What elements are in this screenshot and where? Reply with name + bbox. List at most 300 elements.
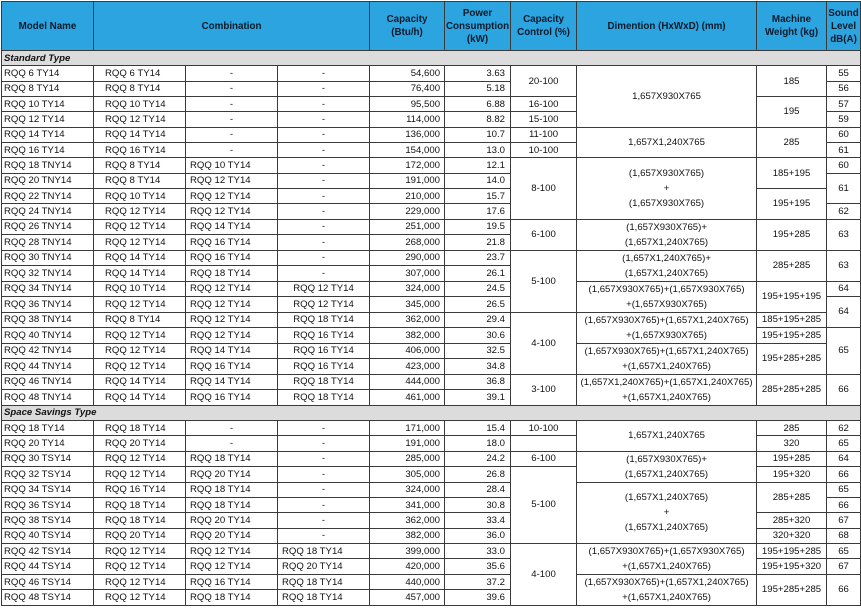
power-cell: 18.0 — [445, 436, 511, 451]
combo-2-cell: RQQ 14 TY14 — [186, 343, 278, 359]
combo-1-cell: RQQ 10 TY14 — [94, 281, 186, 296]
combo-1-cell: RQQ 18 TY14 — [94, 513, 186, 528]
power-cell: 19.5 — [445, 219, 511, 235]
combo-1-cell: RQQ 14 TY14 — [94, 266, 186, 282]
combo-2-cell: RQQ 12 TY14 — [186, 173, 278, 188]
sound-cell: 61 — [827, 173, 861, 204]
combo-2-cell: RQQ 12 TY14 — [186, 543, 278, 559]
power-cell: 15.4 — [445, 420, 511, 435]
combo-1-cell: RQQ 12 TY14 — [94, 466, 186, 482]
combo-1-cell: RQQ 14 TY14 — [94, 390, 186, 406]
combo-3-cell: RQQ 18 TY14 — [278, 590, 370, 606]
combo-1-cell: RQQ 10 TY14 — [94, 188, 186, 203]
power-cell: 32.5 — [445, 343, 511, 359]
spec-table-container — [1, 1, 860, 611]
capacity-cell: 171,000 — [370, 420, 445, 435]
combo-3-cell: - — [278, 497, 370, 512]
power-cell: 10.7 — [445, 127, 511, 142]
model-cell: RQQ 46 TNY14 — [2, 374, 94, 390]
combo-3-cell: RQQ 16 TY14 — [278, 343, 370, 359]
model-cell: RQQ 36 TSY14 — [2, 497, 94, 512]
section-title-space-savings: Space Savings Type — [2, 405, 861, 420]
sound-cell: 65 — [827, 436, 861, 451]
combo-3-cell: - — [278, 482, 370, 497]
dimension-line: +(1,657X930X765) — [626, 329, 707, 341]
combo-3-cell: RQQ 12 TY14 — [278, 281, 370, 296]
dimension-line: (1,657X930X765)+(1,657X1,240X765) — [584, 576, 749, 588]
capacity-cell: 399,000 — [370, 543, 445, 559]
dimension-cell — [577, 281, 757, 312]
combo-1-cell: RQQ 12 TY14 — [94, 451, 186, 466]
weight-cell: 195+320 — [757, 466, 827, 482]
dimension-line: +(1,657X1,240X765) — [622, 560, 711, 572]
dimension-line: + — [663, 182, 670, 194]
sound-cell: 63 — [827, 250, 861, 281]
model-cell: RQQ 30 TNY14 — [2, 250, 94, 266]
weight-cell: 320 — [757, 436, 827, 451]
sound-cell: 68 — [827, 528, 861, 543]
capacity-cell: 406,000 — [370, 343, 445, 359]
table-row — [2, 343, 861, 359]
dimension-line: (1,657X1,240X765) — [624, 522, 709, 534]
combo-1-cell: RQQ 12 TY14 — [94, 574, 186, 590]
model-cell: RQQ 22 TNY14 — [2, 188, 94, 203]
combo-1-cell: RQQ 12 TY14 — [94, 543, 186, 559]
combo-3-cell: - — [278, 250, 370, 266]
capacity-cell: 307,000 — [370, 266, 445, 282]
sound-cell: 55 — [827, 66, 861, 81]
dimension-line: (1,657X930X765)+(1,657X1,240X765) — [584, 314, 749, 326]
power-cell: 24.5 — [445, 281, 511, 296]
combo-3-cell: - — [278, 466, 370, 482]
capacity-cell: 154,000 — [370, 142, 445, 157]
sound-cell: 64 — [827, 281, 861, 296]
dimension-cell: 1,657X930X765 — [577, 66, 757, 127]
sound-cell: 56 — [827, 81, 861, 96]
combo-3-cell: RQQ 18 TY14 — [278, 574, 370, 590]
capacity-cell: 382,000 — [370, 327, 445, 343]
capacity-cell: 457,000 — [370, 590, 445, 606]
combo-2-cell: RQQ 18 TY14 — [186, 590, 278, 606]
capacity-cell: 440,000 — [370, 574, 445, 590]
power-cell: 33.0 — [445, 543, 511, 559]
power-cell: 35.6 — [445, 559, 511, 575]
weight-cell: 285 — [757, 420, 827, 435]
weight-cell: 320+320 — [757, 528, 827, 543]
spec-table — [1, 1, 861, 606]
capacity-cell: 420,000 — [370, 559, 445, 575]
model-cell: RQQ 48 TNY14 — [2, 390, 94, 406]
header-combination: Combination — [94, 2, 370, 51]
control-cell: 5-100 — [511, 466, 577, 543]
combo-1-cell: RQQ 8 TY14 — [94, 173, 186, 188]
combo-3-cell: - — [278, 112, 370, 127]
table-row — [2, 451, 861, 466]
header-capacity: Capacity (Btu/h) — [370, 2, 445, 51]
dimension-line: (1,657X1,240X765)+ — [622, 252, 711, 264]
combo-2-cell: RQQ 18 TY14 — [186, 451, 278, 466]
power-cell: 15.7 — [445, 188, 511, 203]
table-row — [2, 219, 861, 235]
dimension-line: (1,657X930X765)+ — [626, 221, 707, 233]
sound-cell: 66 — [827, 574, 861, 605]
section-row — [2, 405, 861, 420]
power-cell: 36.8 — [445, 374, 511, 390]
power-cell: 12.1 — [445, 158, 511, 173]
table-row — [2, 250, 861, 266]
model-cell: RQQ 38 TSY14 — [2, 513, 94, 528]
dimension-cell — [577, 374, 757, 405]
dimension-line: + — [663, 507, 670, 519]
table-row — [2, 66, 861, 81]
combo-3-cell: - — [278, 266, 370, 282]
power-cell: 29.4 — [445, 312, 511, 327]
power-cell: 5.18 — [445, 81, 511, 96]
combo-1-cell: RQQ 18 TY14 — [94, 497, 186, 512]
dimension-line: +(1,657X1,240X765) — [622, 360, 711, 372]
combo-3-cell: - — [278, 173, 370, 188]
combo-3-cell: RQQ 18 TY14 — [278, 374, 370, 390]
model-cell: RQQ 36 TNY14 — [2, 296, 94, 312]
combo-1-cell: RQQ 16 TY14 — [94, 142, 186, 157]
power-cell: 13.0 — [445, 142, 511, 157]
combo-1-cell: RQQ 12 TY14 — [94, 204, 186, 219]
weight-cell: 285+285 — [757, 250, 827, 281]
combo-1-cell: RQQ 10 TY14 — [94, 96, 186, 111]
capacity-cell: 229,000 — [370, 204, 445, 219]
combo-3-cell: - — [278, 96, 370, 111]
combo-2-cell: RQQ 20 TY14 — [186, 528, 278, 543]
control-cell: 4-100 — [511, 312, 577, 374]
power-cell: 6.88 — [445, 96, 511, 111]
capacity-cell: 341,000 — [370, 497, 445, 512]
sound-cell: 65 — [827, 482, 861, 497]
power-cell: 39.6 — [445, 590, 511, 606]
combo-2-cell: - — [186, 420, 278, 435]
combo-1-cell: RQQ 8 TY14 — [94, 158, 186, 173]
capacity-cell: 305,000 — [370, 466, 445, 482]
control-cell: 10-100 — [511, 420, 577, 435]
combo-3-cell: - — [278, 127, 370, 142]
sound-cell: 66 — [827, 497, 861, 512]
combo-2-cell: RQQ 16 TY14 — [186, 250, 278, 266]
power-cell: 21.8 — [445, 235, 511, 251]
combo-2-cell: RQQ 14 TY14 — [186, 374, 278, 390]
combo-3-cell: RQQ 16 TY14 — [278, 327, 370, 343]
model-cell: RQQ 8 TY14 — [2, 81, 94, 96]
model-cell: RQQ 40 TNY14 — [2, 327, 94, 343]
model-cell: RQQ 44 TNY14 — [2, 359, 94, 375]
combo-3-cell: - — [278, 66, 370, 81]
dimension-cell: 1,657X1,240X765 — [577, 420, 757, 451]
combo-1-cell: RQQ 12 TY14 — [94, 296, 186, 312]
model-cell: RQQ 18 TNY14 — [2, 158, 94, 173]
sound-cell: 57 — [827, 96, 861, 111]
control-cell — [511, 436, 577, 451]
weight-cell: 185+195 — [757, 158, 827, 189]
table-row — [2, 281, 861, 296]
weight-cell: 195+195 — [757, 188, 827, 219]
combo-2-cell: - — [186, 66, 278, 81]
capacity-cell: 324,000 — [370, 482, 445, 497]
combo-2-cell: - — [186, 127, 278, 142]
dimension-cell — [577, 451, 757, 482]
weight-cell: 285+285 — [757, 482, 827, 513]
combo-2-cell: RQQ 16 TY14 — [186, 359, 278, 375]
power-cell: 24.2 — [445, 451, 511, 466]
combo-2-cell: RQQ 10 TY14 — [186, 158, 278, 173]
dimension-line: (1,657X930X765)+(1,657X930X765) — [588, 283, 745, 295]
combo-1-cell: RQQ 14 TY14 — [94, 250, 186, 266]
combo-1-cell: RQQ 12 TY14 — [94, 590, 186, 606]
combo-3-cell: RQQ 20 TY14 — [278, 559, 370, 575]
power-cell: 3.63 — [445, 66, 511, 81]
weight-cell: 195 — [757, 96, 827, 127]
sound-cell: 67 — [827, 559, 861, 575]
table-row — [2, 482, 861, 497]
header-control: Capacity Control (%) — [511, 2, 577, 51]
capacity-cell: 172,000 — [370, 158, 445, 173]
sound-cell: 64 — [827, 296, 861, 327]
header-sound: Sound Level dB(A) — [827, 2, 861, 51]
capacity-cell: 191,000 — [370, 436, 445, 451]
combo-3-cell: - — [278, 188, 370, 203]
dimension-cell — [577, 482, 757, 543]
table-row — [2, 127, 861, 142]
header-dimension: Dimention (HxWxD) (mm) — [577, 2, 757, 51]
combo-1-cell: RQQ 12 TY14 — [94, 219, 186, 235]
model-cell: RQQ 38 TNY14 — [2, 312, 94, 327]
dimension-line: (1,657X1,240X765) — [624, 267, 709, 279]
control-cell: 20-100 — [511, 66, 577, 97]
model-cell: RQQ 30 TSY14 — [2, 451, 94, 466]
control-cell: 8-100 — [511, 158, 577, 219]
capacity-cell: 95,500 — [370, 96, 445, 111]
power-cell: 26.1 — [445, 266, 511, 282]
combo-2-cell: RQQ 12 TY14 — [186, 188, 278, 203]
dimension-line: (1,657X930X765)+(1,657X930X765) — [588, 545, 745, 557]
weight-cell: 195+195+285 — [757, 543, 827, 559]
model-cell: RQQ 20 TY14 — [2, 436, 94, 451]
dimension-line: +(1,657X930X765) — [626, 298, 707, 310]
power-cell: 26.5 — [445, 296, 511, 312]
weight-cell: 185+195+285 — [757, 312, 827, 327]
model-cell: RQQ 44 TSY14 — [2, 559, 94, 575]
model-cell: RQQ 34 TNY14 — [2, 281, 94, 296]
capacity-cell: 210,000 — [370, 188, 445, 203]
combo-1-cell: RQQ 12 TY14 — [94, 235, 186, 251]
combo-1-cell: RQQ 8 TY14 — [94, 312, 186, 327]
capacity-cell: 136,000 — [370, 127, 445, 142]
sound-cell: 59 — [827, 112, 861, 127]
capacity-cell: 191,000 — [370, 173, 445, 188]
capacity-cell: 362,000 — [370, 513, 445, 528]
combo-1-cell: RQQ 12 TY14 — [94, 343, 186, 359]
combo-1-cell: RQQ 18 TY14 — [94, 420, 186, 435]
control-cell: 4-100 — [511, 543, 577, 605]
combo-3-cell: - — [278, 158, 370, 173]
weight-cell: 285+285+285 — [757, 374, 827, 405]
sound-cell: 60 — [827, 158, 861, 173]
weight-cell: 285 — [757, 127, 827, 158]
dimension-line: (1,657X930X765)+ — [626, 453, 707, 465]
power-cell: 30.8 — [445, 497, 511, 512]
combo-3-cell: - — [278, 451, 370, 466]
header-power: Power Consumption (kW) — [445, 2, 511, 51]
dimension-line: (1,657X1,240X765) — [624, 492, 709, 504]
sound-cell: 63 — [827, 219, 861, 250]
dimension-cell — [577, 312, 757, 343]
combo-1-cell: RQQ 6 TY14 — [94, 66, 186, 81]
dimension-line: +(1,657X1,240X765) — [622, 591, 711, 603]
sound-cell: 67 — [827, 513, 861, 528]
table-row — [2, 574, 861, 590]
capacity-cell: 345,000 — [370, 296, 445, 312]
combo-1-cell: RQQ 12 TY14 — [94, 112, 186, 127]
control-cell: 6-100 — [511, 451, 577, 466]
dimension-cell — [577, 543, 757, 574]
power-cell: 8.82 — [445, 112, 511, 127]
model-cell: RQQ 42 TSY14 — [2, 543, 94, 559]
model-cell: RQQ 12 TY14 — [2, 112, 94, 127]
combo-1-cell: RQQ 12 TY14 — [94, 559, 186, 575]
control-cell: 5-100 — [511, 250, 577, 312]
sound-cell: 66 — [827, 466, 861, 482]
header-row — [2, 2, 861, 51]
section-title-standard: Standard Type — [2, 51, 861, 66]
dimension-cell — [577, 219, 757, 250]
model-cell: RQQ 48 TSY14 — [2, 590, 94, 606]
sound-cell: 62 — [827, 204, 861, 219]
capacity-cell: 76,400 — [370, 81, 445, 96]
weight-cell: 195+195+320 — [757, 559, 827, 575]
dimension-cell — [577, 250, 757, 281]
sound-cell: 65 — [827, 327, 861, 374]
power-cell: 37.2 — [445, 574, 511, 590]
combo-2-cell: RQQ 16 TY14 — [186, 390, 278, 406]
table-row — [2, 543, 861, 559]
model-cell: RQQ 28 TNY14 — [2, 235, 94, 251]
combo-3-cell: RQQ 18 TY14 — [278, 543, 370, 559]
combo-2-cell: - — [186, 112, 278, 127]
capacity-cell: 382,000 — [370, 528, 445, 543]
model-cell: RQQ 16 TY14 — [2, 142, 94, 157]
model-cell: RQQ 32 TSY14 — [2, 466, 94, 482]
weight-cell: 195+285+285 — [757, 574, 827, 605]
capacity-cell: 54,600 — [370, 66, 445, 81]
power-cell: 14.0 — [445, 173, 511, 188]
control-cell: 11-100 — [511, 127, 577, 142]
power-cell: 39.1 — [445, 390, 511, 406]
table-row — [2, 420, 861, 435]
combo-2-cell: RQQ 12 TY14 — [186, 559, 278, 575]
weight-cell: 195+285 — [757, 451, 827, 466]
combo-1-cell: RQQ 8 TY14 — [94, 81, 186, 96]
combo-3-cell: RQQ 18 TY14 — [278, 312, 370, 327]
combo-1-cell: RQQ 14 TY14 — [94, 127, 186, 142]
combo-2-cell: RQQ 12 TY14 — [186, 312, 278, 327]
combo-2-cell: - — [186, 96, 278, 111]
combo-2-cell: RQQ 16 TY14 — [186, 235, 278, 251]
combo-3-cell: RQQ 16 TY14 — [278, 359, 370, 375]
combo-3-cell: - — [278, 528, 370, 543]
power-cell: 30.6 — [445, 327, 511, 343]
combo-2-cell: RQQ 14 TY14 — [186, 219, 278, 235]
model-cell: RQQ 42 TNY14 — [2, 343, 94, 359]
combo-3-cell: RQQ 12 TY14 — [278, 296, 370, 312]
combo-3-cell: - — [278, 436, 370, 451]
header-model: Model Name — [2, 2, 94, 51]
model-cell: RQQ 10 TY14 — [2, 96, 94, 111]
combo-2-cell: RQQ 12 TY14 — [186, 327, 278, 343]
combo-1-cell: RQQ 12 TY14 — [94, 327, 186, 343]
weight-cell: 195+285 — [757, 219, 827, 250]
combo-3-cell: RQQ 18 TY14 — [278, 390, 370, 406]
combo-2-cell: - — [186, 142, 278, 157]
header-weight: Machine Weight (kg) — [757, 2, 827, 51]
combo-3-cell: - — [278, 420, 370, 435]
combo-3-cell: - — [278, 204, 370, 219]
model-cell: RQQ 18 TY14 — [2, 420, 94, 435]
capacity-cell: 324,000 — [370, 281, 445, 296]
sound-cell: 66 — [827, 374, 861, 405]
section-row — [2, 51, 861, 66]
dimension-line: +(1,657X1,240X765) — [622, 391, 711, 403]
dimension-cell — [577, 158, 757, 219]
weight-cell: 185 — [757, 66, 827, 97]
combo-2-cell: - — [186, 81, 278, 96]
model-cell: RQQ 34 TSY14 — [2, 482, 94, 497]
table-row — [2, 374, 861, 390]
power-cell: 23.7 — [445, 250, 511, 266]
combo-1-cell: RQQ 20 TY14 — [94, 436, 186, 451]
power-cell: 28.4 — [445, 482, 511, 497]
dimension-cell: 1,657X1,240X765 — [577, 127, 757, 158]
sound-cell: 64 — [827, 451, 861, 466]
capacity-cell: 444,000 — [370, 374, 445, 390]
control-cell: 16-100 — [511, 96, 577, 111]
table-row — [2, 312, 861, 327]
dimension-line: (1,657X930X765) — [628, 197, 705, 209]
capacity-cell: 251,000 — [370, 219, 445, 235]
capacity-cell: 114,000 — [370, 112, 445, 127]
model-cell: RQQ 40 TSY14 — [2, 528, 94, 543]
dimension-line: (1,657X930X765) — [628, 167, 705, 179]
weight-cell: 285+320 — [757, 513, 827, 528]
dimension-line: (1,657X1,240X765) — [624, 236, 709, 248]
dimension-line: (1,657X930X765)+(1,657X1,240X765) — [584, 345, 749, 357]
combo-1-cell: RQQ 14 TY14 — [94, 374, 186, 390]
combo-2-cell: RQQ 12 TY14 — [186, 204, 278, 219]
combo-2-cell: RQQ 18 TY14 — [186, 497, 278, 512]
power-cell: 33.4 — [445, 513, 511, 528]
combo-3-cell: - — [278, 81, 370, 96]
dimension-line: (1,657X1,240X765)+(1,657X1,240X765) — [580, 376, 753, 388]
control-cell: 10-100 — [511, 142, 577, 157]
combo-2-cell: RQQ 12 TY14 — [186, 281, 278, 296]
model-cell: RQQ 14 TY14 — [2, 127, 94, 142]
model-cell: RQQ 26 TNY14 — [2, 219, 94, 235]
combo-1-cell: RQQ 20 TY14 — [94, 528, 186, 543]
power-cell: 34.8 — [445, 359, 511, 375]
combo-3-cell: - — [278, 142, 370, 157]
sound-cell: 62 — [827, 420, 861, 435]
table-row — [2, 158, 861, 173]
power-cell: 26.8 — [445, 466, 511, 482]
sound-cell: 61 — [827, 142, 861, 157]
capacity-cell: 461,000 — [370, 390, 445, 406]
combo-1-cell: RQQ 16 TY14 — [94, 482, 186, 497]
